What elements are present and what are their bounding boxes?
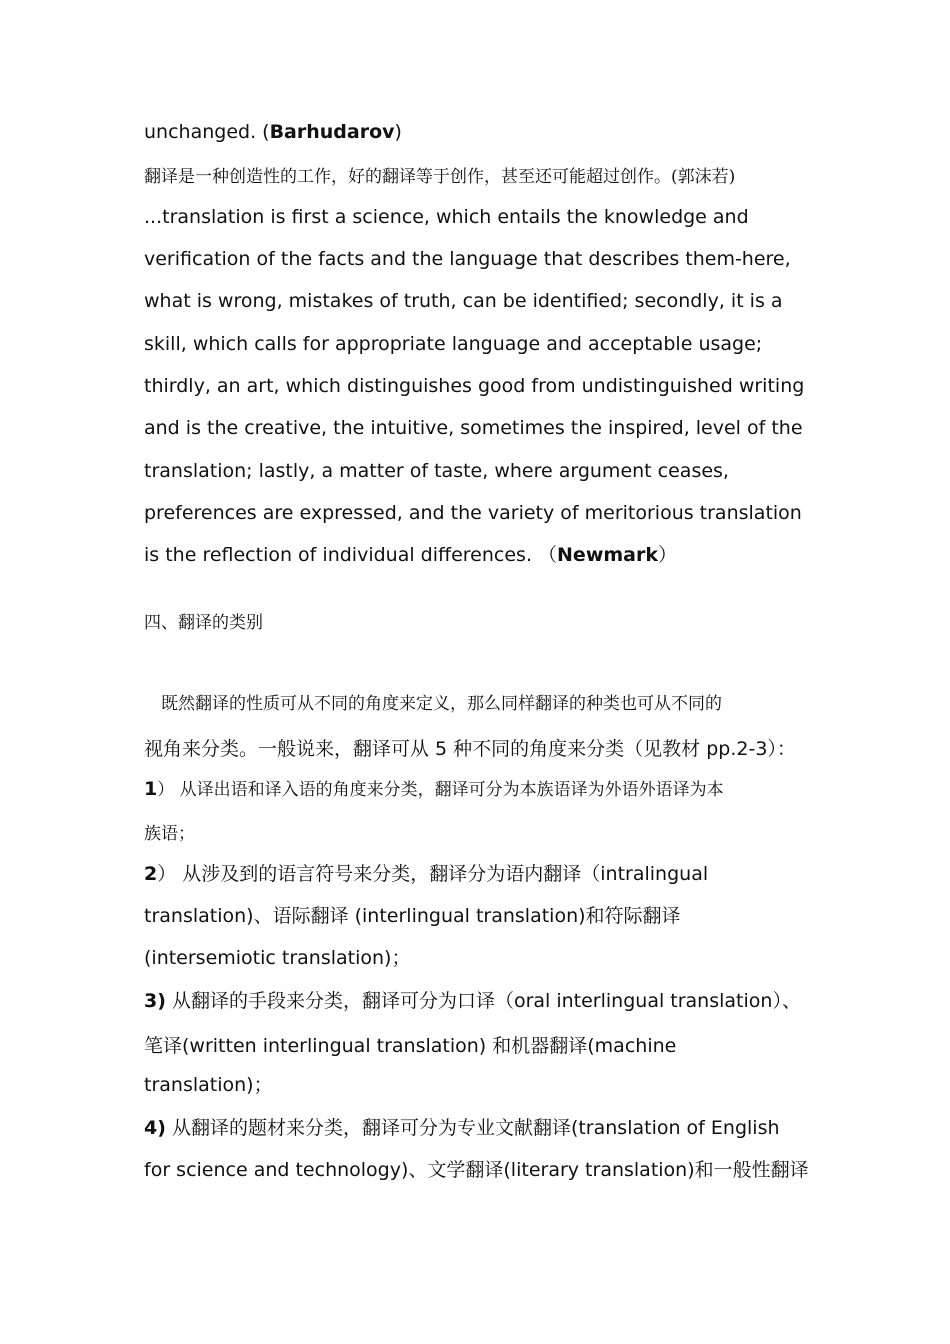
- list-item-4: [144, 1116, 824, 1140]
- item-number: 3): [144, 990, 166, 1012]
- intro-line: 既然翻译的性质可从不同的角度来定义，那么同样翻译的种类也可从不同的: [144, 694, 722, 714]
- newmark-line: and is the creative, the intuitive, sometimes the inspired, level of the: [144, 417, 803, 439]
- author-name: Barhudarov: [269, 121, 395, 143]
- quote-text: unchanged. (: [144, 121, 270, 143]
- newmark-line: what is wrong, mistakes of truth, can be identified; secondly, it is a: [144, 290, 783, 312]
- newmark-line: verification of the facts and the language that describes them-here,: [144, 248, 791, 270]
- list-item-1: [144, 777, 824, 802]
- quote-close: ）: [658, 544, 678, 566]
- section-heading: 四、翻译的类别: [144, 613, 263, 633]
- newmark-line: preferences are expressed, and the variety of meritorious translation: [144, 502, 802, 524]
- list-item-1-cont: 族语；: [144, 824, 195, 844]
- item-number: 1: [144, 778, 158, 800]
- quote-close: ): [394, 121, 402, 143]
- list-item-2: [144, 862, 824, 886]
- newmark-line: ...translation is first a science, which entails the knowledge and: [144, 206, 749, 228]
- item-text: ） 从涉及到的语言符号来分类，翻译分为语内翻译（intralingual: [157, 863, 709, 885]
- quote-barhudarov-end: [144, 120, 824, 144]
- list-item-3-cont: 笔译(written interlingual translation) 和机器翻译(machine: [144, 1035, 677, 1057]
- quote-guomoruo: 翻译是一种创造性的工作，好的翻译等于创作，甚至还可能超过创作。(郭沫若): [144, 167, 736, 187]
- newmark-line: translation; lastly, a matter of taste, where argument ceases,: [144, 460, 729, 482]
- list-item-3: [144, 989, 824, 1013]
- item-text: ） 从译出语和译入语的角度来分类，翻译可分为本族语译为外语外语译为本: [157, 780, 724, 800]
- list-item-2-cont: (intersemiotic translation)；: [144, 947, 411, 969]
- item-text: 从翻译的题材来分类，翻译可分为专业文献翻译(translation of English: [165, 1117, 780, 1139]
- newmark-line: skill, which calls for appropriate language and acceptable usage;: [144, 333, 763, 355]
- list-item-3-cont: translation)；: [144, 1074, 273, 1096]
- author-name: Newmark: [557, 544, 658, 566]
- item-number: 4): [144, 1117, 166, 1139]
- newmark-text: is the reflection of individual differences. （: [144, 544, 558, 566]
- newmark-line-last: [144, 543, 824, 567]
- newmark-line: thirdly, an art, which distinguishes good from undistinguished writing: [144, 375, 805, 397]
- list-item-4-cont: for science and technology)、文学翻译(literary translation)和一般性翻译: [144, 1159, 809, 1181]
- intro-line: 视角来分类。一般说来，翻译可从 5 种不同的角度来分类（见教材 pp.2-3）：: [144, 738, 796, 760]
- item-number: 2: [144, 863, 158, 885]
- item-text: 从翻译的手段来分类，翻译可分为口译（oral interlingual translation）、: [165, 990, 801, 1012]
- list-item-2-cont: translation)、语际翻译 (interlingual translation)和符际翻译: [144, 905, 681, 927]
